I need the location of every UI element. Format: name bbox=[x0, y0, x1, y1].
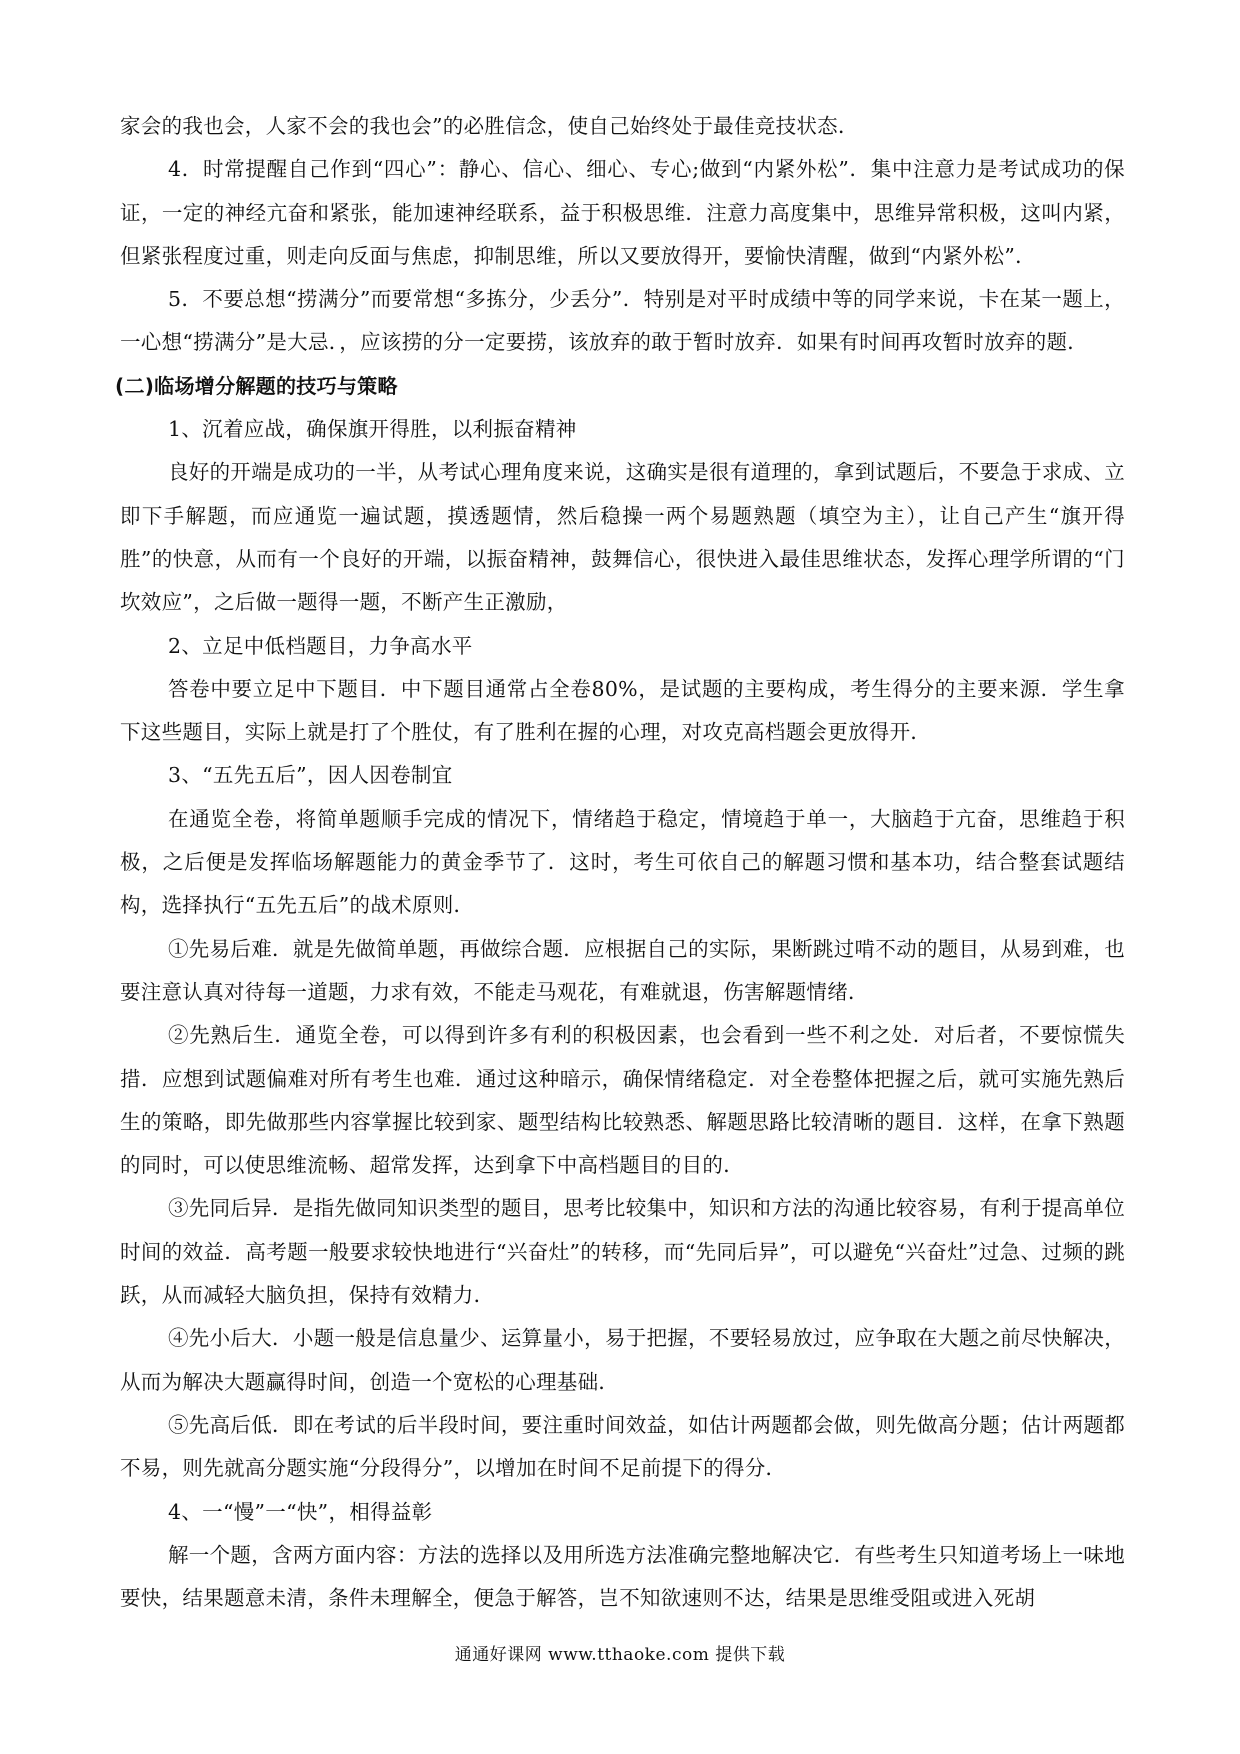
paragraph-four-hearts: 4．时常提醒自己作到“四心”：静心、信心、细心、专心;做到“内紧外松”．集中注意力是考试成功的保证，一定的神经亢奋和紧张，能加速神经联系，益于积极思维．注意力高度集中，思维异常积极，这叫内紧，但紧张程度过重，则走向反面与焦虑，抑制思维，所以又要放得开，要愉快清醒，做到“内紧外松”． bbox=[120, 157, 1125, 268]
strategy-item-5: ⑤先高后低．即在考试的后半段时间，要注重时间效益，如估计两题都会做，则先做高分题；估计两题都不易，则先就高分题实施“分段得分”，以增加在时间不足前提下的得分． bbox=[120, 1412, 1125, 1481]
paragraph-full-score: 5．不要总想“捞满分”而要常想“多拣分，少丢分”．特别是对平时成绩中等的同学来说，卡在某一题上，一心想“捞满分”是大忌．，应该捞的分一定要捞，该放弃的敢于暂时放弃．如果有时间再攻暂时放弃的题． bbox=[120, 287, 1125, 355]
subsection-body-3: 在通览全卷，将简单题顺手完成的情况下，情绪趋于稳定，情境趋于单一，大脑趋于亢奋，思维趋于积极，之后便是发挥临场解题能力的黄金季节了．这时，考生可依自己的解题习惯和基本功，结合整套试题结构，选择执行“五先五后”的战术原则． bbox=[120, 806, 1125, 918]
page-footer: 通通好课网 www.tthaoke.com 提供下载 bbox=[454, 1645, 786, 1665]
strategy-item-3: ③先同后异．是指先做同知识类型的题目，思考比较集中，知识和方法的沟通比较容易，有利于提高单位时间的效益．高考题一般要求较快地进行“兴奋灶”的转移，而“先同后异”，可以避免“兴奋灶”过急、过频的跳跃，从而减轻大脑负担，保持有效精力． bbox=[120, 1196, 1125, 1308]
subsection-body-1: 良好的开端是成功的一半，从考试心理角度来说，这确实是很有道理的，拿到试题后，不要急于求成、立即下手解题，而应通览一遍试题，摸透题情，然后稳操一两个易题熟题（填空为主），让自己产生“旗开得胜”的快意，从而有一个良好的开端，以振奋精神，鼓舞信心，很快进入最佳思维状态，发挥心理学所谓的“门坎效应”，之后做一题得一题，不断产生正激励， bbox=[120, 460, 1125, 615]
subsection-body-2: 答卷中要立足中下题目．中下题目通常占全卷80%，是试题的主要构成，考生得分的主要来源．学生拿下这些题目，实际上就是打了个胜仗，有了胜利在握的心理，对攻克高档题会更放得开． bbox=[120, 676, 1125, 745]
document-page bbox=[115, 105, 1125, 1620]
strategy-item-4: ④先小后大．小题一般是信息量少、运算量小，易于把握，不要轻易放过，应争取在大题之前尽快解决，从而为解决大题赢得时间，创造一个宽松的心理基础． bbox=[120, 1326, 1125, 1394]
subsection-title-2: 2、立足中低档题目，力争高水平 bbox=[168, 633, 473, 658]
subsection-title-4: 4、一“慢”一“快”，相得益彰 bbox=[168, 1499, 433, 1524]
section-heading: (二)临场增分解题的技巧与策略 bbox=[115, 373, 398, 398]
strategy-item-2: ②先熟后生．通览全卷，可以得到许多有利的积极因素，也会看到一些不利之处．对后者，不要惊慌失措．应想到试题偏难对所有考生也难．通过这种暗示，确保情绪稳定．对全卷整体把握之后，就可实施先熟后生的策略，即先做那些内容掌握比较到家、题型结构比较熟悉、解题思路比较清晰的题目．这样，在拿下熟题的同时，可以使思维流畅、超常发挥，达到拿下中高档题目的目的． bbox=[120, 1023, 1125, 1178]
subsection-title-3: 3、“五先五后”，因人因卷制宜 bbox=[168, 763, 453, 788]
subsection-body-4: 解一个题，含两方面内容：方法的选择以及用所选方法准确完整地解决它．有些考生只知道考场上一味地要快，结果题意未清，条件未理解全，便急于解答，岂不知欲速则不达，结果是思维受阻或进入死胡 bbox=[120, 1542, 1125, 1611]
paragraph-continued: 家会的我也会，人家不会的我也会”的必胜信念，使自己始终处于最佳竞技状态． bbox=[120, 114, 859, 138]
subsection-title-1: 1、沉着应战，确保旗开得胜，以利振奋精神 bbox=[168, 417, 577, 442]
strategy-item-1: ①先易后难．就是先做简单题，再做综合题．应根据自己的实际，果断跳过啃不动的题目，从易到难，也要注意认真对待每一道题，力求有效，不能走马观花，有难就退，伤害解题情绪． bbox=[120, 936, 1125, 1004]
